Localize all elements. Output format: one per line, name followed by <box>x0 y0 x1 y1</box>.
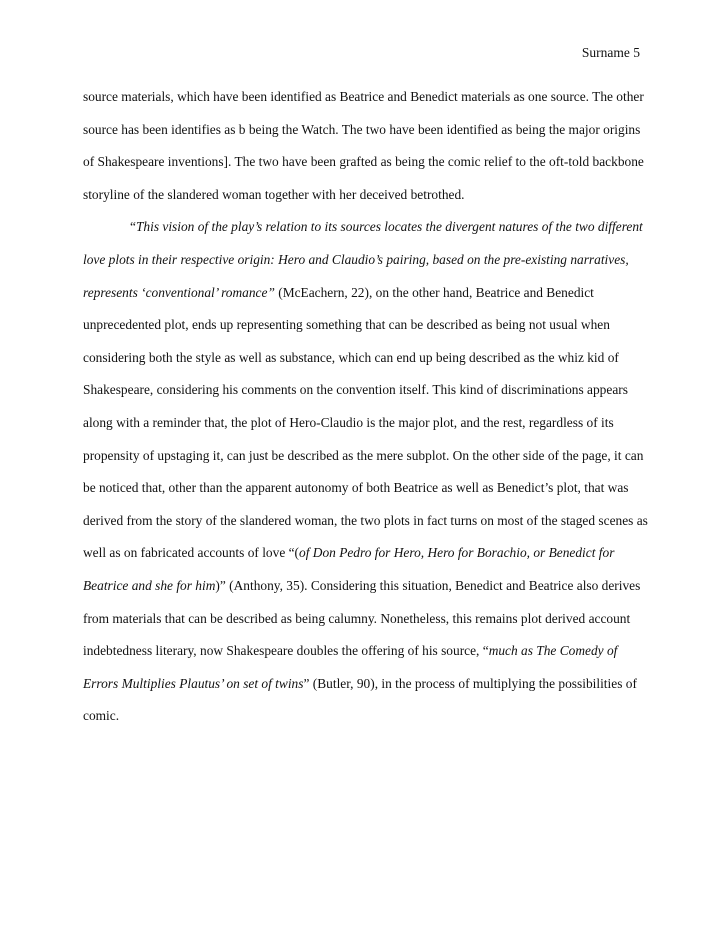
running-head: Surname 5 <box>581 45 640 60</box>
body-text <box>83 81 653 733</box>
paragraph-2-text-a: (McEachern, 22), on the other hand, Beatrice and Benedict unprecedented plot, ends up representing something that can be described as being not usual when considering both the style as well as substance, which can end up being described as the whiz kid of Shakespeare, considering his comments on the convention itself. This kind of discriminations appears along with a reminder that, the plot of Hero-Claudio is the major plot, and the rest, regardless of its propensity of upstaging it, can just be described as the mere subplot. On the other side of the page, it can be noticed that, other than the apparent autonomy of both Beatrice as well as Benedict’s plot, that was derived from the story of the slandered woman, the two plots in fact turns on most of the staged scenes as well as on fabricated accounts of love “( <box>83 284 648 561</box>
paragraph-2 <box>83 211 653 733</box>
paragraph-2-text-c: ” (Butler, 90), in the process of multiplying the possibilities of comic. <box>83 675 637 724</box>
paragraph-2-text-b: )” (Anthony, 35). Considering this situation, Benedict and Beatrice also derives from materials that can be described as being calumny. Nonetheless, this remains plot derived account indebtedness literary, now Shakespeare doubles the offering of his source, “ <box>83 577 641 659</box>
quoted-passage-butler: much as The Comedy of Errors Multiplies Plautus’ on set of twins <box>83 643 618 691</box>
paragraph-1: source materials, which have been identified as Beatrice and Benedict materials as one source. The other source has been identifies as b being the Watch. The two have been identified as being the major origins of Shakespeare inventions]. The two have been grafted as being the comic relief to the oft-told backbone storyline of the slandered woman together with her deceived betrothed. <box>83 89 644 202</box>
open-quote: “ <box>130 219 136 235</box>
quoted-passage-anthony: of Don Pedro for Hero, Hero for Borachio, or Benedict for Beatrice and she for him <box>83 545 615 593</box>
quoted-passage-mceachern: This vision of the play’s relation to its sources locates the divergent natures of the two different love plots in their respective origin: Hero and Claudio’s pairing, based on the pre-existing narratives, represents ‘conventional’ romance” <box>83 219 643 300</box>
